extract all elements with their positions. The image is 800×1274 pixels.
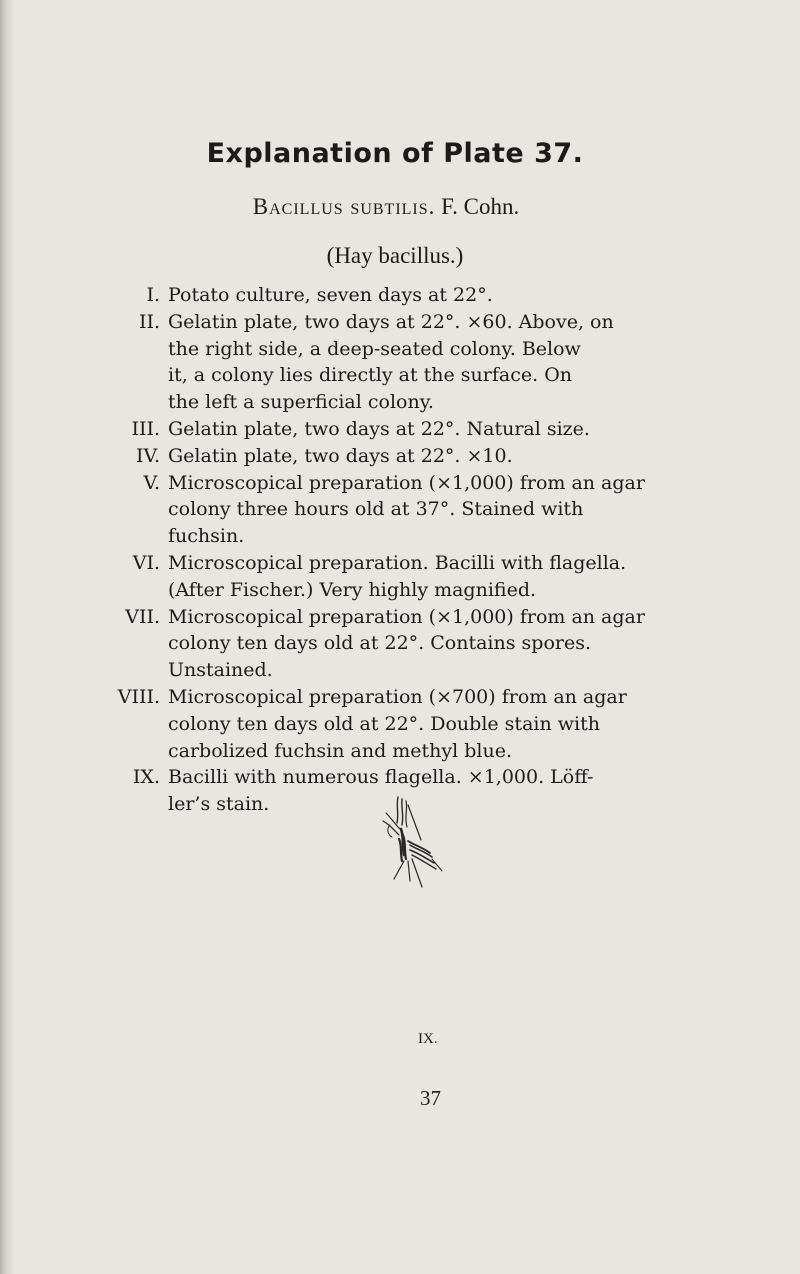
- list-item: [108, 282, 688, 309]
- entry-number: II.: [138, 310, 160, 333]
- list-item: [108, 550, 688, 604]
- page-number: 37: [420, 1086, 441, 1110]
- species-author: F. Cohn.: [441, 194, 520, 219]
- entry-text: Microscopical preparation (×1,000) from an agar colony ten days old at 22°. Contains spores. Unstained.: [168, 605, 645, 682]
- entry-number: IV.: [136, 444, 160, 467]
- explanation-list: [108, 282, 688, 818]
- entry-number: IX.: [132, 766, 160, 789]
- list-item: [108, 470, 688, 550]
- entry-number: III.: [131, 417, 160, 440]
- list-item: [108, 416, 688, 443]
- list-item: [108, 309, 688, 416]
- entry-number: VIII.: [117, 685, 160, 708]
- entry-text: Microscopical preparation (×700) from an agar colony ten days old at 22°. Double stain with carbolized fuchsin and methyl blue.: [168, 685, 627, 762]
- entry-text: Microscopical preparation. Bacilli with flagella. (After Fischer.) Very highly magnified.: [168, 551, 627, 601]
- list-item: [108, 443, 688, 470]
- entry-text: Microscopical preparation (×1,000) from an agar colony three hours old at 37°. Stained with fuchsin.: [168, 471, 645, 548]
- entry-text: Gelatin plate, two days at 22°. Natural size.: [168, 417, 590, 440]
- entry-text: Bacilli with numerous flagella. ×1,000. Löff- ler’s stain.: [168, 766, 594, 816]
- entry-text: Gelatin plate, two days at 22°. ×60. Above, on the right side, a deep-seated colony. Below it, a colony lies directly at the surface. On the left a superficial colony.: [168, 310, 614, 414]
- species-line: [0, 194, 800, 220]
- list-item: [108, 684, 688, 764]
- list-item: [108, 604, 688, 684]
- species-name: Bacillus subtilis.: [252, 194, 436, 219]
- figure-label: IX.: [418, 1031, 438, 1047]
- common-name: (Hay bacillus.): [326, 243, 464, 268]
- entry-text: Potato culture, seven days at 22°.: [168, 284, 493, 306]
- entry-number: I.: [146, 284, 160, 306]
- entry-text: Gelatin plate, two days at 22°. ×10.: [168, 444, 513, 467]
- page-title: Explanation of Plate 37.: [206, 138, 584, 169]
- entry-number: VII.: [125, 605, 160, 628]
- entry-number: VI.: [132, 551, 160, 574]
- bacillus-flagella-illustration: [366, 795, 466, 895]
- page-edge: [0, 0, 14, 1274]
- entry-number: V.: [143, 471, 160, 494]
